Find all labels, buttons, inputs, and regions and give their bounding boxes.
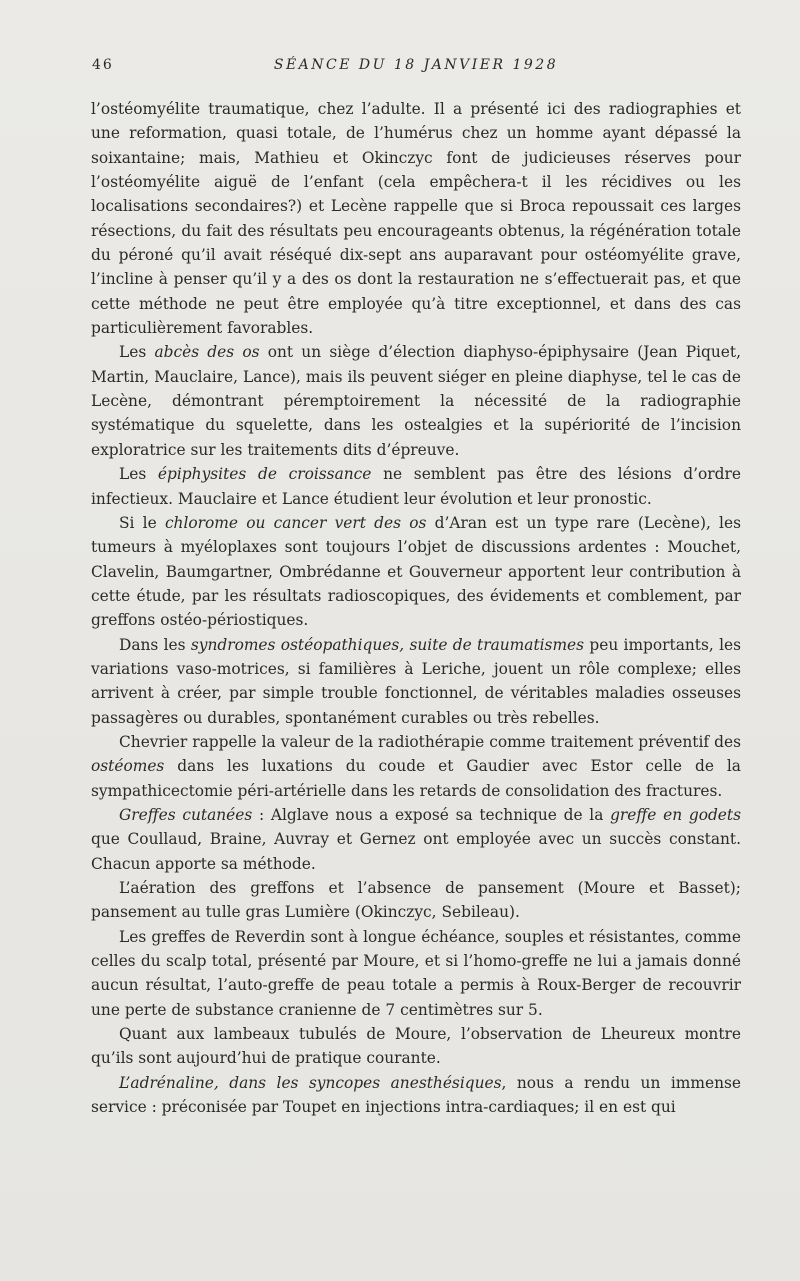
paragraph xyxy=(91,511,741,633)
text-run: dans les luxations du coude et Gaudier avec Estor celle de la sympathicectomie péri-artérielle dans les retards de consolidation des fractures. xyxy=(91,757,741,800)
text-run: Les xyxy=(119,465,158,484)
page-number: 46 xyxy=(92,57,114,73)
paragraph xyxy=(91,633,741,730)
paragraph xyxy=(91,340,741,462)
text-run: l’ostéomyélite traumatique, chez l’adulte. Il a présenté ici des radiographies et une reformation, quasi totale, de l’humérus chez un homme ayant dépassé la soixantaine; mais, Mathieu et Okinczyc font de judicieuses réserves pour l’ostéomyélite aiguë de l’enfant (cela empêchera-t il les récidives ou les localisations secondaires?) et Lecène rappelle que si Broca repoussait ces larges résections, du fait des résultats peu encourageants obtenus, la régénération totale du péroné qu’il avait réséqué dix-sept ans auparavant pour ostéomyélite grave, l’incline à penser qu’il y a des os dont la restauration ne s’effectuerait pas, et que cette méthode ne peut être employée qu’à titre exceptionnel, et dans des cas particulièrement favorables. xyxy=(91,100,741,338)
text-run: L’aération des greffons et l’absence de pansement (Moure et Basset); pansement au tulle gras Lumière (Okinczyc, Sebileau). xyxy=(91,879,741,922)
paragraph xyxy=(91,876,741,925)
text-run: : Alglave nous a exposé sa technique de la xyxy=(252,805,611,824)
text-run: ont un siège d’élection diaphyso-épiphysaire (Jean Piquet, Martin, Mauclaire, Lance), mais ils peuvent siéger en pleine diaphyse, tel le cas de Lecène, démontrant péremptoirement la nécessité de la radiographie systématique du squelette, dans les ostealgies et la supériorité de l’incision exploratrice sur les traitements dits d’épreuve. xyxy=(91,343,741,459)
body-text xyxy=(91,97,741,1119)
text-run: ne semblent pas être des lésions d’ordre infectieux. Mauclaire et Lance étudient leur évolution et leur pronostic. xyxy=(91,465,741,508)
paragraph xyxy=(91,803,741,876)
text-run: Dans les xyxy=(119,635,191,654)
paragraph xyxy=(91,1022,741,1071)
italic-phrase: L’adrénaline, dans les syncopes anesthésiques xyxy=(119,1073,502,1092)
italic-phrase: greffe en godets xyxy=(610,805,742,824)
italic-phrase: syndromes ostéopathiques, suite de traumatismes xyxy=(190,635,585,654)
italic-phrase: chlorome ou cancer vert des os xyxy=(164,513,427,532)
text-run: Les xyxy=(119,343,155,362)
text-run: peu importants, les variations vaso-motrices, si familières à Leriche, jouent un rôle complexe; elles arrivent à créer, par simple trouble fonctionnel, de véritables maladies osseuses passagères ou durables, spontanément curables ou très rebelles. xyxy=(91,635,741,727)
text-run: Les greffes de Reverdin sont à longue échéance, souples et résistantes, comme celles du scalp total, présenté par Moure, et si l’homo-greffe ne lui a jamais donné aucun résultat, l’auto-greffe de peau totale a permis à Roux-Berger de recouvrir une perte de substance cranienne de 7 centimètres sur 5. xyxy=(91,927,741,1019)
italic-phrase: abcès des os xyxy=(154,343,260,362)
italic-phrase: Greffes cutanées xyxy=(119,805,253,824)
paragraph xyxy=(91,462,741,511)
text-run: Quant aux lambeaux tubulés de Moure, l’observation de Lheureux montre qu’ils sont aujourd’hui de pratique courante. xyxy=(91,1025,741,1068)
paragraph xyxy=(91,97,741,340)
page-header xyxy=(92,57,740,79)
text-run: d’Aran est un type rare (Lecène), les tumeurs à myéloplaxes sont toujours l’objet de discussions ardentes : Mouchet, Clavelin, Baumgartner, Ombrédanne et Gouverneur apportent leur contribution à cette étude, par les résultats radioscopiques, des évidements et comblement, par greffons ostéo-périostiques. xyxy=(91,513,741,630)
text-run: , nous a rendu un immense service : préconisée par Toupet en injections intra-cardiaques; il en est qui xyxy=(91,1073,741,1117)
paragraph xyxy=(91,925,741,1022)
text-run: que Coullaud, Braine, Auvray et Gernez ont employée avec un succès constant. Chacun apporte sa méthode. xyxy=(91,830,741,873)
paragraph xyxy=(91,730,741,803)
running-head: SÉANCE DU 18 JANVIER 1928 xyxy=(273,57,559,73)
italic-phrase: épiphysites de croissance xyxy=(157,465,372,484)
paragraph xyxy=(91,1071,741,1120)
italic-phrase: ostéomes xyxy=(91,757,165,776)
text-run: Si le xyxy=(119,513,165,532)
text-run: Chevrier rappelle la valeur de la radiothérapie comme traitement préventif des xyxy=(119,732,741,751)
